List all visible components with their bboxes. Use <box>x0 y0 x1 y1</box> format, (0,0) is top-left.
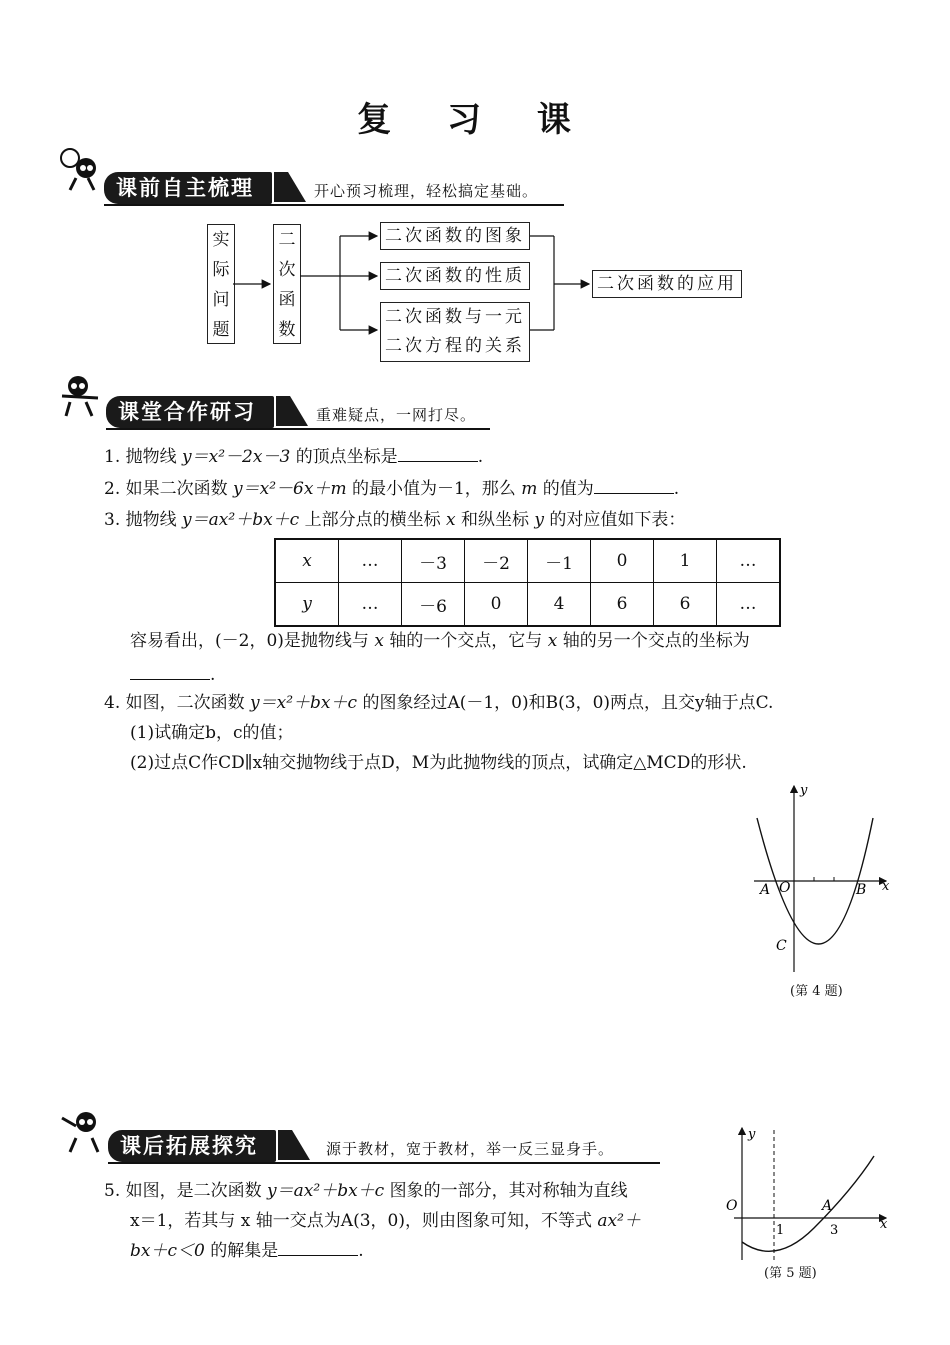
question-3 <box>104 505 685 535</box>
label-A: A <box>822 1198 833 1214</box>
q-num: 5. <box>104 1181 121 1201</box>
q-text: 的图象经过A(－1，0)和B(3，0)两点，且交y轴于点C. <box>362 693 774 713</box>
question-4 <box>104 688 904 718</box>
q-num: 3. <box>104 510 121 530</box>
q-math: y＝ax²＋bx＋c <box>267 1181 385 1201</box>
table-cell: 0 <box>591 539 654 583</box>
question-5-line3 <box>130 1236 364 1266</box>
table-cell: … <box>717 539 781 583</box>
label-A: A <box>760 882 771 898</box>
q-text: 和纵坐标 <box>461 510 529 530</box>
q-math: y＝x²－6x＋m <box>233 479 347 499</box>
table-cell: －6 <box>402 583 465 627</box>
q-math: x <box>446 510 456 530</box>
table-cell: … <box>339 583 402 627</box>
box-char: 问 <box>212 290 230 310</box>
q-num: 4. <box>104 693 121 713</box>
table-cell: 6 <box>654 583 717 627</box>
box-char: 际 <box>212 260 230 280</box>
q-text: 如图，二次函数 <box>125 693 245 713</box>
section2-underline <box>106 428 490 430</box>
section3-underline <box>108 1162 660 1164</box>
answer-blank[interactable] <box>278 1237 358 1256</box>
q-text: . <box>210 665 216 685</box>
box-char: 次 <box>278 260 296 280</box>
branch-relation-line2: 二次方程的关系 <box>385 336 525 356</box>
section3-arrow-icon <box>278 1130 312 1162</box>
q-num: 1. <box>104 447 121 467</box>
section1-tip: 开心预习梳理，轻松搞定基础。 <box>314 182 539 200</box>
q-text: 如果二次函数 <box>125 479 228 499</box>
table-cell: 1 <box>654 539 717 583</box>
table-cell: … <box>717 583 781 627</box>
label-x: x <box>882 879 890 894</box>
concept-diagram <box>0 0 950 380</box>
table-cell: … <box>339 539 402 583</box>
q-math: ax²＋ <box>597 1211 641 1231</box>
table-cell: －1 <box>528 539 591 583</box>
label-y: y <box>800 783 808 798</box>
box-char: 题 <box>212 320 230 340</box>
result-application: 二次函数的应用 <box>592 270 742 298</box>
q-text: 抛物线 <box>125 447 177 467</box>
question-3-answer <box>130 660 215 690</box>
question-5-line2 <box>130 1206 710 1236</box>
tick-1: 1 <box>776 1223 785 1238</box>
table-cell: 4 <box>528 583 591 627</box>
q-text: 容易看出，(－2，0)是抛物线与 <box>130 631 369 651</box>
label-C: C <box>776 938 787 954</box>
q-math: x <box>374 631 384 651</box>
answer-blank[interactable] <box>594 475 674 494</box>
q-math: y＝x²－2x－3 <box>182 447 291 467</box>
question-3-paragraph <box>130 626 890 656</box>
q-text: 如图，是二次函数 <box>125 1181 262 1201</box>
q-text: . <box>477 447 484 467</box>
answer-blank[interactable] <box>398 443 478 462</box>
box-char: 数 <box>278 320 296 340</box>
question-2 <box>104 474 679 504</box>
question-5 <box>104 1176 708 1206</box>
figure-4-caption: (第 4 题) <box>790 984 843 999</box>
label-y: y <box>748 1127 756 1142</box>
q-text: 的顶点坐标是 <box>295 447 398 467</box>
box-char: 二 <box>278 230 296 250</box>
table-cell: －2 <box>465 539 528 583</box>
mascot-icon <box>60 1108 106 1154</box>
question-4-sub2: (2)过点C作CD∥x轴交抛物线于点D，M为此抛物线的顶点，试确定△MCD的形状. <box>130 753 747 773</box>
q-text: 轴的另一个交点的坐标为 <box>562 631 750 651</box>
q-math: bx＋c＜0 <box>130 1241 205 1261</box>
q-math: y＝x²＋bx＋c <box>250 693 358 713</box>
q-math: m <box>521 479 538 499</box>
mascot-icon <box>58 372 104 418</box>
q-text: 上部分点的横坐标 <box>304 510 441 530</box>
label-O: O <box>779 880 791 896</box>
answer-blank[interactable] <box>130 661 210 680</box>
section2-tip: 重难疑点，一网打尽。 <box>316 406 477 424</box>
figure-4-graph <box>748 780 898 980</box>
q-num: 2. <box>104 479 121 499</box>
q-text: 抛物线 <box>125 510 177 530</box>
q-text: 的对应值如下表： <box>549 510 686 530</box>
section3-tip: 源于教材，宽于教材，举一反三显身手。 <box>326 1140 615 1158</box>
branch-graph: 二次函数的图象 <box>380 222 530 250</box>
q-math: y＝ax²＋bx＋c <box>182 510 300 530</box>
figure-5-caption: (第 5 题) <box>764 1266 817 1281</box>
label-x: x <box>880 1217 888 1232</box>
q-math: y <box>534 510 545 530</box>
table-cell: x <box>275 539 339 583</box>
q-text: . <box>673 479 680 499</box>
section3-label: 课后拓展探究 <box>108 1130 276 1162</box>
question-4-sub1: (1)试确定b，c的值； <box>130 723 294 743</box>
label-B: B <box>856 882 867 898</box>
tick-3: 3 <box>830 1223 839 1238</box>
table-cell: y <box>275 583 339 627</box>
question-1 <box>104 442 483 472</box>
q-text: . <box>358 1241 364 1261</box>
diagram-arrows <box>0 0 950 380</box>
box-char: 函 <box>278 290 296 310</box>
label-O: O <box>726 1198 738 1214</box>
table-cell: 0 <box>465 583 528 627</box>
q-text: x＝1，若其与 x 轴一交点为A(3，0)，则由图象可知，不等式 <box>130 1211 592 1231</box>
table-cell: －3 <box>402 539 465 583</box>
section2-label: 课堂合作研习 <box>106 396 274 428</box>
value-table <box>274 538 781 627</box>
section2-arrow-icon <box>276 396 310 428</box>
branch-relation-line1: 二次函数与一元 <box>385 307 525 327</box>
section1-label: 课前自主梳理 <box>104 172 272 204</box>
q-text: 的值为 <box>542 479 594 499</box>
branch-property: 二次函数的性质 <box>380 262 530 290</box>
q-text: 的解集是 <box>210 1241 279 1261</box>
table-row <box>275 583 780 627</box>
table-row <box>275 539 780 583</box>
q-math: x <box>547 631 558 651</box>
parabola-curve <box>742 1156 874 1251</box>
q-text: 图象的一部分，其对称轴为直线 <box>389 1181 628 1201</box>
q-text: 轴的一个交点，它与 <box>389 631 543 651</box>
box-char: 实 <box>212 230 230 250</box>
figure-5-graph <box>714 1124 898 1264</box>
table-cell: 6 <box>591 583 654 627</box>
page-title: 复 习 课 <box>357 100 593 140</box>
q-text: 的最小值为－1，那么 <box>351 479 516 499</box>
